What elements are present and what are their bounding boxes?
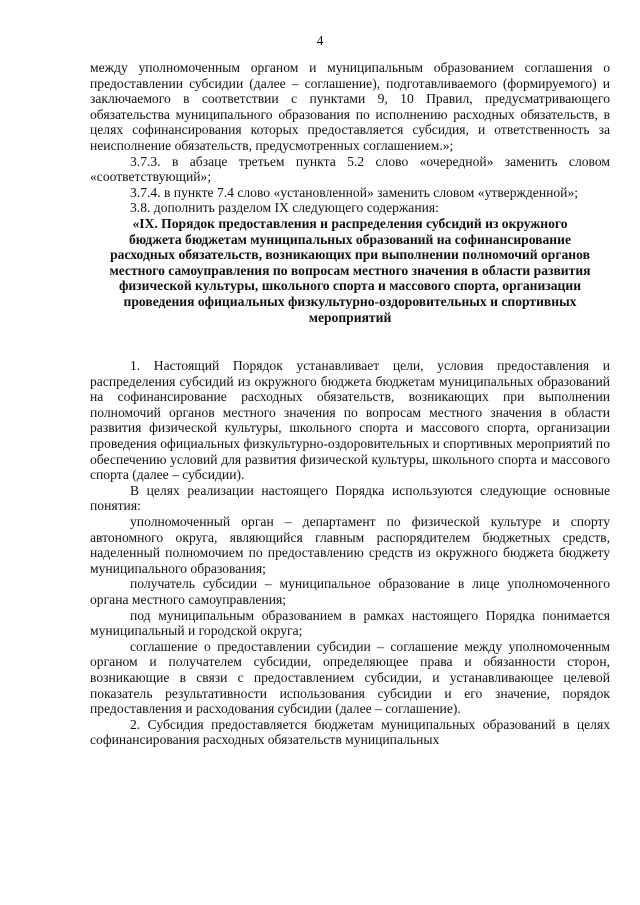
section-heading: «IX. Порядок предоставления и распределения субсидий из окружного бюджета бюджетам муниципальных образований на софинансирование расходных обязательств, возникающих при выполнении полномочий органов местного самоуправления по вопросам местного значения в области развития физической культуры, школьного спорта и массового спорта, организации проведения официальных физкультурно-оздоровительных и спортивных мероприятий	[109, 215, 591, 325]
page-number: 4	[316, 33, 324, 48]
definition-recipient: получатель субсидии – муниципальное образование в лице уполномоченного органа местного самоуправления;	[90, 576, 610, 607]
definition-municipality: под муниципальным образованием в рамках настоящего Порядка понимается муниципальный и городской округа;	[90, 607, 610, 639]
definition-authorized-body: уполномоченный орган – департамент по физической культуре и спорту автономного округа, являющийся главным распорядителем бюджетных средств, наделенный полномочием по предоставлению средств из окружного бюджета бюджету муниципального образования;	[90, 514, 610, 576]
amendment-3-8: 3.8. дополнить разделом IX следующего содержания:	[130, 200, 439, 216]
amendment-3-7-4: 3.7.4. в пункте 7.4 слово «установленной» заменить словом «утвержденной»;	[130, 184, 579, 200]
definition-agreement: соглашение о предоставлении субсидии – соглашение между уполномоченным органом и получателем субсидии, определяющее права и обязанности сторон, возникающие в связи с предоставлением субсидии, и устанавливающее целевой показатель результативности использования субсидии и его значение, порядок предоставления и расходования субсидии (далее – соглашение).	[90, 638, 610, 717]
continued-paragraph: между уполномоченным органом и муниципальным образованием соглашения о предоставлении субсидии (далее – соглашение), подготавливаемого (формируемого) и заключаемого в соответствии с пунктами 9, 10 Правил, предусматривающего обязательства муниципального образования по исполнению расходных обязательств, в целях софинансирования которых предоставляется субсидия, и ответственность за неисполнение обязательств, предусмотренных соглашением.»;	[90, 60, 610, 153]
heading-spacer	[90, 325, 610, 358]
amendment-3-7-3: 3.7.3. в абзаце третьем пункта 5.2 слово «очередной» заменить словом «соответствующий»;	[90, 153, 610, 185]
document-body	[90, 60, 610, 748]
clause-1: 1. Настоящий Порядок устанавливает цели, условия предоставления и распределения субсидий из окружного бюджета бюджетам муниципальных образований на софинансирование расходных обязательств, возникающих при выполнении полномочий органов местного значения по вопросам местного значения в области развития физической культуры, школьного спорта и массового спорта, организации проведения официальных физкультурно-оздоровительных и спортивных мероприятий по обеспечению условий для развития физической культуры, школьного спорта и массового спорта (далее – субсидии).	[90, 358, 610, 483]
definitions-intro: В целях реализации настоящего Порядка используются следующие основные понятия:	[90, 482, 610, 514]
clause-2: 2. Субсидия предоставляется бюджетам муниципальных образований в целях софинансирования расходных обязательств муниципальных	[90, 716, 610, 748]
